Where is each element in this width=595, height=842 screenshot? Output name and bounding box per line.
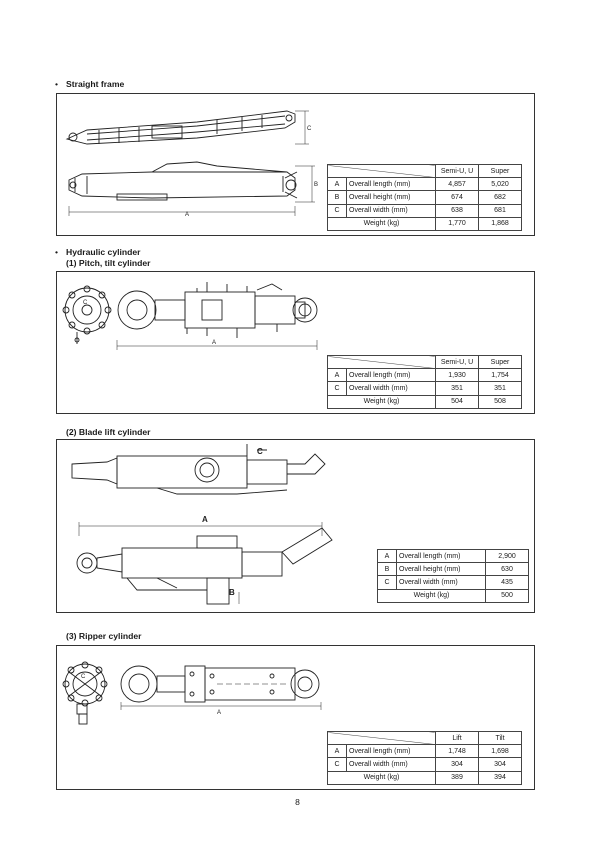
table-row — [328, 178, 522, 191]
heading-text: Hydraulic cylinder — [66, 247, 141, 257]
row-value: 351 — [479, 382, 522, 395]
table-row — [328, 217, 522, 230]
rod-end — [72, 458, 117, 484]
header-cell: Lift — [436, 732, 479, 745]
row-key: C — [328, 382, 347, 395]
row-value: 1,770 — [436, 217, 479, 230]
row-key: A — [328, 178, 347, 191]
row-value: 674 — [436, 191, 479, 204]
rod-eye — [121, 666, 157, 702]
row-value: 630 — [486, 563, 529, 576]
table-row — [328, 758, 522, 771]
page-number: 8 — [295, 797, 300, 807]
table-row — [328, 369, 522, 382]
dim-label-b: B — [229, 588, 235, 597]
row-label: Overall length (mm) — [347, 178, 436, 191]
dim-label-c: C — [307, 126, 312, 132]
subheading-pitch-tilt-cylinder: (1) Pitch, tilt cylinder — [66, 258, 151, 268]
header-diagonal-cell — [328, 356, 436, 369]
row-key: B — [378, 563, 397, 576]
header-cell: Semi-U, U — [436, 165, 479, 178]
row-value: 1,930 — [436, 369, 479, 382]
cylinder-end-view — [65, 288, 109, 332]
dim-label-a: A — [202, 515, 208, 524]
row-label: Weight (kg) — [328, 217, 436, 230]
row-value: 1,698 — [479, 745, 522, 758]
header-diagonal-cell — [328, 732, 436, 745]
cylinder-body-top — [117, 456, 247, 488]
header-cell: Semi-U, U — [436, 356, 479, 369]
cylinder-body — [185, 292, 255, 328]
pitch-tilt-spec-table — [327, 355, 522, 409]
row-value: 4,857 — [436, 178, 479, 191]
row-value: 1,754 — [479, 369, 522, 382]
dim-label-c: C — [83, 300, 88, 306]
table-row — [328, 191, 522, 204]
dim-label-a: A — [212, 340, 217, 346]
row-key: A — [328, 745, 347, 758]
row-key: B — [328, 191, 347, 204]
cylinder-body-side — [122, 548, 242, 578]
blade-lift-spec-table — [377, 549, 529, 603]
row-label: Overall width (mm) — [347, 382, 436, 395]
row-value: 638 — [436, 204, 479, 217]
table-row — [378, 589, 529, 602]
row-value: 682 — [479, 191, 522, 204]
header-cell: Super — [479, 356, 522, 369]
table-row — [328, 395, 522, 408]
row-key: A — [378, 550, 397, 563]
dim-label-a: A — [185, 212, 190, 218]
row-label: Overall width (mm) — [397, 576, 486, 589]
section-heading-straight-frame — [55, 79, 124, 89]
heading-text: Straight frame — [66, 79, 125, 89]
subheading-blade-lift-cylinder: (2) Blade lift cylinder — [66, 427, 151, 437]
row-label: Weight (kg) — [378, 589, 486, 602]
row-label: Overall length (mm) — [397, 550, 486, 563]
rod-eye — [77, 553, 97, 573]
rod-eye — [118, 291, 156, 329]
row-value: 304 — [479, 758, 522, 771]
row-key: C — [328, 758, 347, 771]
dim-label-c: C — [257, 447, 263, 456]
header-diagonal-cell — [328, 165, 436, 178]
dim-label-c: C — [81, 674, 86, 680]
row-value: 351 — [436, 382, 479, 395]
row-value: 681 — [479, 204, 522, 217]
subheading-ripper-cylinder: (3) Ripper cylinder — [66, 631, 142, 641]
table-header-row — [328, 356, 522, 369]
header-cell: Super — [479, 165, 522, 178]
table-row — [378, 563, 529, 576]
row-value: 2,900 — [486, 550, 529, 563]
table-row — [328, 204, 522, 217]
row-value: 504 — [436, 395, 479, 408]
table-row — [378, 550, 529, 563]
table-header-row — [328, 165, 522, 178]
bullet: • — [55, 79, 59, 89]
row-value: 508 — [479, 395, 522, 408]
row-label: Weight (kg) — [328, 771, 436, 784]
row-value: 1,748 — [436, 745, 479, 758]
row-key: A — [328, 369, 347, 382]
row-label: Overall width (mm) — [347, 204, 436, 217]
table-row — [328, 382, 522, 395]
row-label: Overall height (mm) — [347, 191, 436, 204]
row-key: C — [378, 576, 397, 589]
table-header-row — [328, 732, 522, 745]
table-row — [378, 576, 529, 589]
ripper-spec-table — [327, 731, 522, 785]
row-value: 1,868 — [479, 217, 522, 230]
row-label: Overall height (mm) — [397, 563, 486, 576]
bullet: • — [55, 247, 59, 257]
row-value: 435 — [486, 576, 529, 589]
header-cell: Tilt — [479, 732, 522, 745]
frame-side-view — [69, 172, 295, 198]
table-row — [328, 745, 522, 758]
straight-frame-spec-table — [327, 164, 522, 231]
row-key: C — [328, 204, 347, 217]
row-label: Overall width (mm) — [347, 758, 436, 771]
row-label: Overall length (mm) — [347, 369, 436, 382]
row-value: 394 — [479, 771, 522, 784]
row-label: Overall length (mm) — [347, 745, 436, 758]
row-value: 500 — [486, 589, 529, 602]
dim-label-a: A — [217, 710, 222, 716]
table-row — [328, 771, 522, 784]
row-value: 304 — [436, 758, 479, 771]
section-heading-hydraulic-cylinder — [55, 247, 141, 257]
row-value: 5,020 — [479, 178, 522, 191]
dim-label-b: B — [314, 182, 319, 188]
row-label: Weight (kg) — [328, 395, 436, 408]
row-value: 389 — [436, 771, 479, 784]
